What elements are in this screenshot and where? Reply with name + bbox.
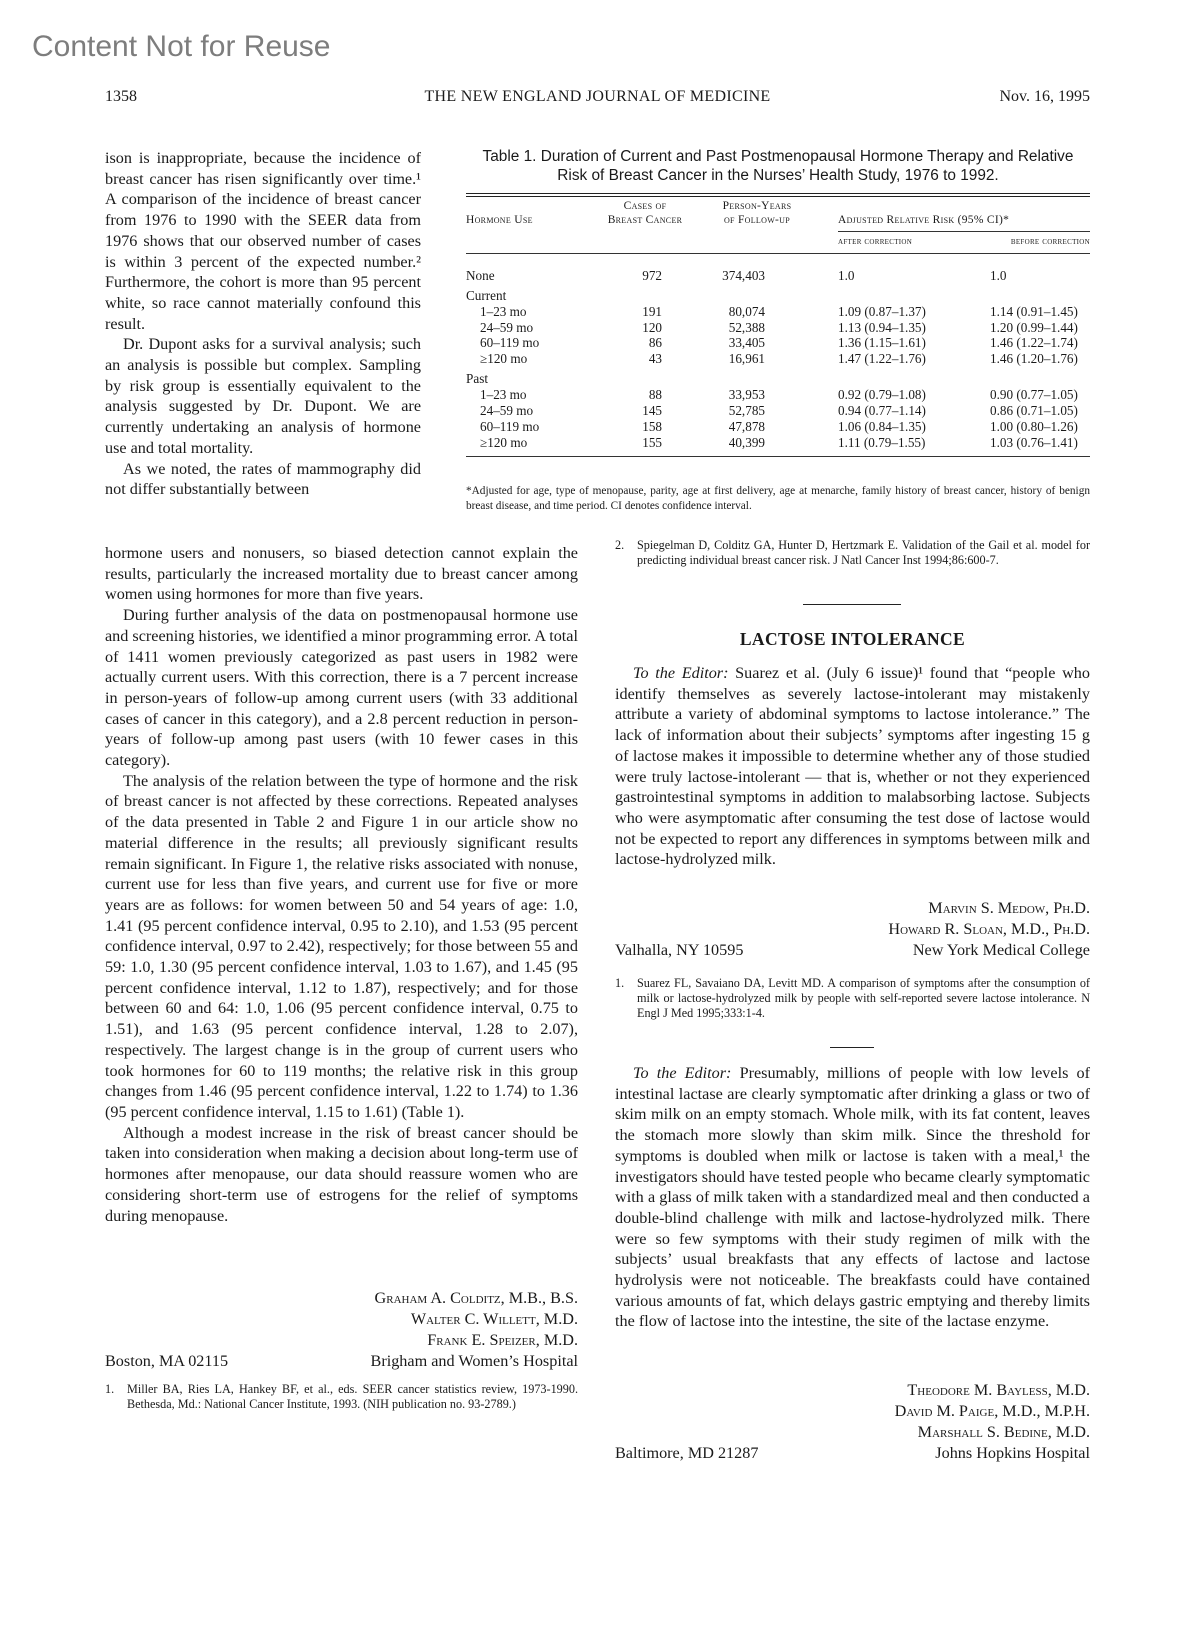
reference-number: 1. <box>105 1382 115 1396</box>
cell-cases: 191 <box>642 304 662 319</box>
cell-rr-before: 1.46 (1.22–1.74) <box>990 335 1078 350</box>
cell-person-years: 33,953 <box>728 387 765 402</box>
cell-rr-after: 1.36 (1.15–1.61) <box>838 335 926 350</box>
letter-lead: To the Editor: <box>633 664 729 682</box>
header-hormone-use: Hormone Use <box>466 214 533 226</box>
cell-rr-before: 1.03 (0.76–1.41) <box>990 435 1078 450</box>
letter-body: Suarez et al. (July 6 issue)¹ found that “people who identify themselves as severely lactose-intolerant may mistakenly attribute a variety of abdominal symptoms to lactose intolerance.” The lack of information about their subjects’ symptoms after ingesting 15 g of lactose makes it impossible to determine whether any of those studied were truly lactose-intolerant — that is, whether or not they experienced gastrointestinal symptoms in addition to malabsorbing lactose. Subjects who were asymptomatic after consuming the test dose of lactose would not be expected to report any differences in symptoms between milk and lactose-hydrolyzed milk. <box>615 664 1090 869</box>
author-name: Graham A. Colditz, M.B., B.S. <box>374 1289 578 1307</box>
signature-medow <box>615 898 1090 961</box>
letter-body: Presumably, millions of people with low levels of intestinal lactase are clearly symptomatic after drinking a glass or two of skim milk on an empty stomach. Whole milk, with its fat content, leaves the stomach more slowly than skim milk. Since the threshold for symptoms is doubled when milk or lactose is taken with a meal,¹ the investigators should have tested people who became clearly symptomatic with a glass of milk taken with a standardized meal and then conducted a double-blind challenge with milk and lactose-hydrolyzed milk. There were so few symptoms with their study regimen of milk with the subjects’ usual breakfasts that any effects of lactose and lactose hydrolysis were not noticeable. The breakfasts could have contained various amounts of fat, which delays gastric emptying and thereby limits the flow of lactose into the intestine, the site of the lactase enzyme. <box>615 1064 1090 1331</box>
author-city: Valhalla, NY 10595 <box>615 941 744 959</box>
cell-person-years: 47,878 <box>728 419 765 434</box>
cell-rr-after: 1.13 (0.94–1.35) <box>838 320 926 335</box>
author-institution: New York Medical College <box>912 941 1090 959</box>
cell-person-years: 16,961 <box>728 351 765 366</box>
row-label: 24–59 mo <box>480 320 534 335</box>
references-left <box>105 1382 578 1412</box>
row-label: 60–119 mo <box>480 419 540 434</box>
cell-person-years: 52,388 <box>728 320 765 335</box>
author-name: David M. Paige, M.D., M.P.H. <box>894 1402 1090 1420</box>
cell-rr-before: 1.00 (0.80–1.26) <box>990 419 1078 434</box>
reference <box>615 976 1090 1022</box>
paragraph: Although a modest increase in the risk of breast cancer should be taken into consideration when making a decision about long-term use of hormones after menopause, our data should reassure women who are considering short-term use of estrogens for the relief of symptoms during menopause. <box>105 1123 578 1225</box>
section-divider <box>803 604 901 605</box>
row-label: Current <box>466 288 507 303</box>
cell-rr-before: 0.86 (0.71–1.05) <box>990 403 1078 418</box>
row-label: Past <box>466 371 488 386</box>
paragraph: hormone users and nonusers, so biased detection cannot explain the results, particularly the increased mortality due to breast cancer among women using hormones for more than five years. <box>105 544 578 604</box>
cell-person-years: 374,403 <box>722 268 765 283</box>
table-row <box>466 419 1090 435</box>
cell-cases: 145 <box>642 403 662 418</box>
letter-bayless <box>615 1063 1090 1332</box>
author-institution: Brigham and Women’s Hospital <box>370 1352 578 1370</box>
author-name: Marshall S. Bedine, M.D. <box>917 1423 1090 1441</box>
author-city: Baltimore, MD 21287 <box>615 1444 759 1462</box>
row-label: 24–59 mo <box>480 403 534 418</box>
cell-rr-before: 0.90 (0.77–1.05) <box>990 387 1078 402</box>
row-label: 60–119 mo <box>480 335 540 350</box>
cell-person-years: 80,074 <box>728 304 765 319</box>
author-city: Boston, MA 02115 <box>105 1352 229 1370</box>
cell-rr-after: 1.11 (0.79–1.55) <box>838 435 926 450</box>
reference-text: Spiegelman D, Colditz GA, Hunter D, Hertzmark E. Validation of the Gail et al. model for predicting individual breast cancer risk. J Natl Cancer Inst 1994;86:600-7. <box>637 538 1090 568</box>
reference-text: Suarez FL, Savaiano DA, Levitt MD. A comparison of symptoms after the consumption of milk or lactose-hydrolyzed milk by people with self-reported severe lactose intolerance. N Engl J Med 1995;333:1-4. <box>637 976 1090 1021</box>
cell-rr-before: 1.14 (0.91–1.45) <box>990 304 1078 319</box>
table-row <box>466 371 1090 387</box>
table-bottom-rule <box>466 456 1090 457</box>
letter-divider <box>830 1047 874 1048</box>
cell-cases: 88 <box>648 387 662 402</box>
row-label: 1–23 mo <box>480 387 527 402</box>
cell-rr-before: 1.0 <box>990 268 1007 283</box>
signature-bayless <box>615 1380 1090 1464</box>
row-label: 1–23 mo <box>480 304 527 319</box>
author-name: Walter C. Willett, M.D. <box>410 1310 578 1328</box>
table-footnote: *Adjusted for age, type of menopause, parity, age at first delivery, age at menarche, family history of breast cancer, history of benign breast disease, and time period. CI denotes confidence interval. <box>466 485 1090 512</box>
table-row <box>466 403 1090 419</box>
table-row <box>466 268 1090 284</box>
issue-date: Nov. 16, 1995 <box>999 88 1090 105</box>
paragraph: During further analysis of the data on postmenopausal hormone use and screening histories, we identified a minor programming error. A total of 1411 women previously categorized as past users in 1982 were actually current users. With this correction, there is a 7 percent increase in person-years of follow-up among current users (with 33 additional cases of cancer in this category), and a 2.8 percent reduction in person-years of follow-up among past users (with 10 fewer cases in this category). <box>105 606 578 770</box>
cell-cases: 43 <box>648 351 662 366</box>
table-row <box>466 304 1090 320</box>
table-row <box>466 320 1090 336</box>
cell-cases: 972 <box>642 268 662 283</box>
row-label: ≥120 mo <box>480 435 528 450</box>
cell-cases: 120 <box>642 320 662 335</box>
row-label: None <box>466 268 495 283</box>
header-cases-line1: Cases of <box>623 200 667 212</box>
header-after-correction: after correction <box>838 236 913 247</box>
cell-person-years: 33,405 <box>728 335 765 350</box>
left-column-top <box>105 148 421 500</box>
table-row <box>466 335 1090 351</box>
table-row <box>466 288 1090 304</box>
cell-cases: 158 <box>642 419 662 434</box>
left-column-main <box>105 543 578 1226</box>
references-right-top <box>615 538 1090 568</box>
cell-person-years: 40,399 <box>728 435 765 450</box>
table-row <box>466 435 1090 451</box>
cell-rr-before: 1.46 (1.20–1.76) <box>990 351 1078 366</box>
header-spanner-rule <box>838 231 1090 232</box>
reference-number: 2. <box>615 538 625 552</box>
paragraph: Dr. Dupont asks for a survival analysis; such an analysis is possible but complex. Sampling by risk group is essentially equivalent to the analysis suggested by Dr. Dupont. We are currently undertaking an analysis of hormone use and total mortality. <box>105 335 421 457</box>
reference-text: Miller BA, Ries LA, Hankey BF, et al., eds. SEER cancer statistics review, 1973-1990. Bethesda, Md.: National Cancer Institute, 1993. (NIH publication no. 93-2789.) <box>127 1382 578 1412</box>
author-name: Howard R. Sloan, M.D., Ph.D. <box>888 920 1090 938</box>
header-relative-risk: Adjusted Relative Risk (95% CI)* <box>838 214 1010 226</box>
author-name: Theodore M. Bayless, M.D. <box>907 1381 1090 1399</box>
journal-title: THE NEW ENGLAND JOURNAL OF MEDICINE <box>424 88 771 105</box>
letter-lead: To the Editor: <box>633 1064 732 1082</box>
author-institution: Johns Hopkins Hospital <box>935 1444 1090 1462</box>
cell-cases: 86 <box>648 335 662 350</box>
cell-rr-after: 0.94 (0.77–1.14) <box>838 403 926 418</box>
paragraph: The analysis of the relation between the type of hormone and the risk of breast cancer is not affected by these corrections. Repeated analyses of the data presented in Table 2 and Figure 1 in our article show no material difference in the results; all previously significant results remain significant. In Figure 1, the relative risks associated with nonuse, current use for less than five years, and current use for five or more years are as follows: for women between 50 and 54 years of age: 1.0, 1.41 (95 percent confidence interval, 0.95 to 2.10), and 1.53 (95 percent confidence interval, 0.97 to 2.42), respectively; for those between 55 and 59: 1.0, 1.30 (95 percent confidence interval, 1.03 to 1.67), and 1.45 (95 percent confidence interval, 1.12 to 1.87), respectively; and for those between 60 and 64: 1.0, 1.06 (95 percent confidence interval, 0.75 to 1.51), and 1.63 (95 percent confidence interval, 1.28 to 2.07), respectively. The largest change is in the group of current users who took hormones for 60 to 119 months; the relative risk in this group changes from 1.46 (95 percent confidence interval, 1.22 to 1.74) to 1.36 (95 percent confidence interval, 1.15 to 1.61) (Table 1). <box>105 771 578 1121</box>
reference <box>615 538 1090 568</box>
header-person-years-line1: Person-Years <box>722 200 792 212</box>
paragraph: ison is inappropriate, because the incidence of breast cancer has risen significantly over time.¹ A comparison of the incidence of breast cancer from 1976 to 1990 with the SEER data from 1976 shows that our observed number of cases is within 3 percent of the expected number.² Furthermore, the cohort is more than 95 percent white, so race cannot materially confound this result. <box>105 149 421 333</box>
cell-rr-before: 1.20 (0.99–1.44) <box>990 320 1078 335</box>
cell-person-years: 52,785 <box>728 403 765 418</box>
cell-rr-after: 1.0 <box>838 268 855 283</box>
page-number: 1358 <box>105 88 137 105</box>
references-right-mid <box>615 976 1090 1022</box>
row-label: ≥120 mo <box>480 351 528 366</box>
reference-number: 1. <box>615 976 625 990</box>
header-cases-line2: Breast Cancer <box>607 214 683 226</box>
author-name: Marvin S. Medow, Ph.D. <box>928 899 1090 917</box>
cell-rr-after: 1.09 (0.87–1.37) <box>838 304 926 319</box>
table-row <box>466 387 1090 403</box>
table-row <box>466 351 1090 367</box>
cell-rr-after: 1.47 (1.22–1.76) <box>838 351 926 366</box>
running-head <box>105 88 1090 112</box>
signature-colditz <box>105 1288 578 1372</box>
cell-rr-after: 1.06 (0.84–1.35) <box>838 419 926 434</box>
cell-rr-after: 0.92 (0.79–1.08) <box>838 387 926 402</box>
letter-suarez-response <box>615 663 1090 870</box>
reference <box>105 1382 578 1412</box>
watermark: Content Not for Reuse <box>32 30 331 63</box>
author-name: Frank E. Speizer, M.D. <box>427 1331 578 1349</box>
header-bottom-rule <box>466 253 1090 254</box>
table-caption: Table 1. Duration of Current and Past Postmenopausal Hormone Therapy and Relative Risk of Breast Cancer in the Nurses’ Health Study, 1976 to 1992. <box>482 148 1074 184</box>
header-person-years-line2: of Follow-up <box>723 214 791 226</box>
paragraph: As we noted, the rates of mammography did not differ substantially between <box>105 459 421 499</box>
table-top-rule <box>466 193 1090 197</box>
cell-cases: 155 <box>642 435 662 450</box>
section-title: LACTOSE INTOLERANCE <box>739 629 966 649</box>
header-before-correction: before correction <box>1010 236 1090 247</box>
